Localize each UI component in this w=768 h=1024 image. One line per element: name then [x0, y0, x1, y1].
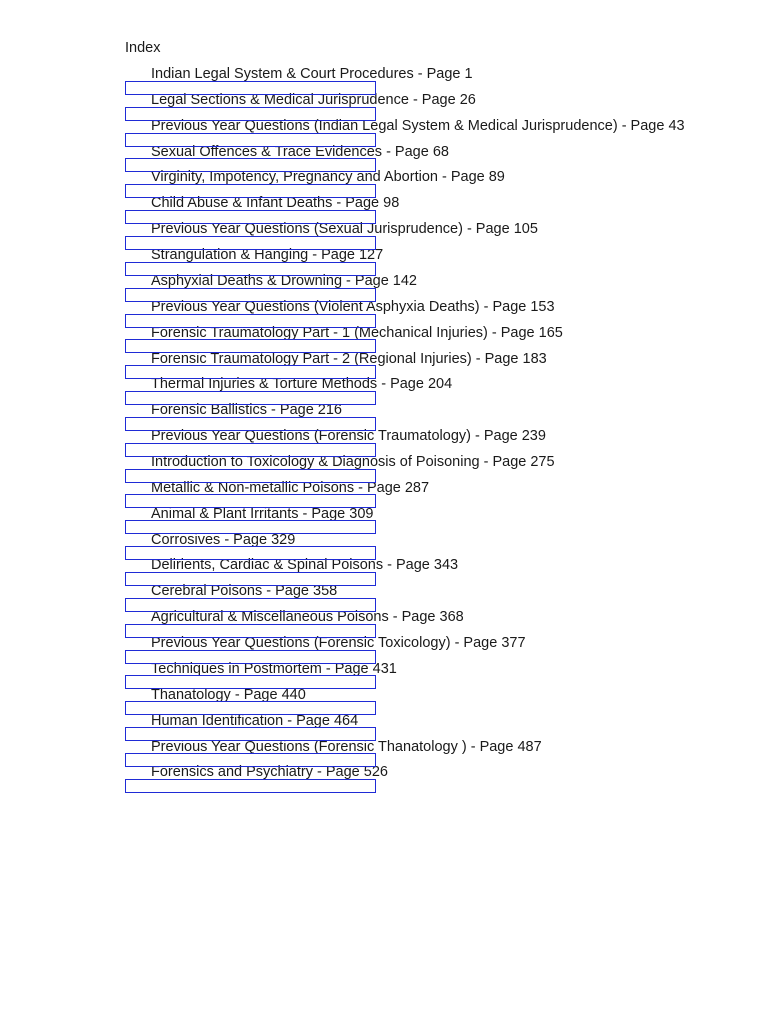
toc-entry-label: Forensic Traumatology Part - 1 (Mechanical Injuries) - Page 165	[151, 325, 563, 341]
link-annotation-box[interactable]	[125, 572, 376, 586]
link-annotation-box[interactable]	[125, 701, 376, 715]
toc-entry-label: Forensics and Psychiatry - Page 526	[151, 764, 388, 780]
link-annotation-box[interactable]	[125, 753, 376, 767]
link-annotation-box[interactable]	[125, 339, 376, 353]
toc-entry-label: Techniques in Postmortem - Page 431	[151, 661, 397, 677]
link-annotation-box[interactable]	[125, 675, 376, 689]
link-annotation-box[interactable]	[125, 236, 376, 250]
toc-entry-label: Thanatology - Page 440	[151, 687, 306, 703]
toc-entry-label: Corrosives - Page 329	[151, 532, 296, 548]
toc-entry-label: Human Identification - Page 464	[151, 713, 359, 729]
toc-entry-label: Virginity, Impotency, Pregnancy and Abortion - Page 89	[151, 169, 505, 185]
toc-entry-label: Agricultural & Miscellaneous Poisons - Page 368	[151, 609, 464, 625]
link-annotation-box[interactable]	[125, 624, 376, 638]
toc-entry-label: Forensic Ballistics - Page 216	[151, 402, 342, 418]
link-annotation-box[interactable]	[125, 107, 376, 121]
link-annotation-box[interactable]	[125, 314, 376, 328]
toc-entry-label: Child Abuse & Infant Deaths - Page 98	[151, 195, 400, 211]
link-annotation-box[interactable]	[125, 417, 376, 431]
toc-entry-label: Previous Year Questions (Forensic Traumatology) - Page 239	[151, 428, 546, 444]
toc-entry-label: Sexual Offences & Trace Evidences - Page 68	[151, 144, 449, 160]
link-annotation-box[interactable]	[125, 650, 376, 664]
toc-entry-label: Indian Legal System & Court Procedures - Page 1	[151, 66, 473, 82]
link-annotation-box[interactable]	[125, 727, 376, 741]
toc-entry-label: Introduction to Toxicology & Diagnosis of Poisoning - Page 275	[151, 454, 555, 470]
toc-entry-label: Strangulation & Hanging - Page 127	[151, 247, 384, 263]
link-annotation-box[interactable]	[125, 779, 376, 793]
link-annotation-box[interactable]	[125, 391, 376, 405]
toc-entry-label: Forensic Traumatology Part - 2 (Regional Injuries) - Page 183	[151, 351, 547, 367]
link-annotation-box[interactable]	[125, 443, 376, 457]
link-annotation-box[interactable]	[125, 365, 376, 379]
link-annotation-box[interactable]	[125, 469, 376, 483]
link-annotation-box[interactable]	[125, 81, 376, 95]
link-annotation-box[interactable]	[125, 546, 376, 560]
link-annotation-box[interactable]	[125, 210, 376, 224]
toc-entry-label: Legal Sections & Medical Jurisprudence - Page 26	[151, 92, 476, 108]
link-annotation-box[interactable]	[125, 520, 376, 534]
link-annotation-box[interactable]	[125, 184, 376, 198]
toc-entry-label: Animal & Plant Irritants - Page 309	[151, 506, 374, 522]
toc-entry-label: Cerebral Poisons - Page 358	[151, 583, 338, 599]
link-annotation-box[interactable]	[125, 598, 376, 612]
index-heading: Index	[125, 40, 161, 56]
link-annotation-box[interactable]	[125, 158, 376, 172]
link-annotation-box[interactable]	[125, 262, 376, 276]
link-annotation-box[interactable]	[125, 494, 376, 508]
toc-entry-label: Delirients, Cardiac & Spinal Poisons - Page 343	[151, 557, 459, 573]
toc-entry-label: Asphyxial Deaths & Drowning - Page 142	[151, 273, 417, 289]
toc-entry-label: Previous Year Questions (Indian Legal System & Medical Jurisprudence) - Page 43	[151, 118, 685, 134]
toc-entry-label: Previous Year Questions (Forensic Toxicology) - Page 377	[151, 635, 526, 651]
toc-entry-label: Previous Year Questions (Violent Asphyxia Deaths) - Page 153	[151, 299, 555, 315]
link-annotation-box[interactable]	[125, 133, 376, 147]
link-annotation-box[interactable]	[125, 288, 376, 302]
toc-entry-label: Metallic & Non-metallic Poisons - Page 287	[151, 480, 430, 496]
toc-entry-label: Previous Year Questions (Sexual Jurisprudence) - Page 105	[151, 221, 538, 237]
toc-entry-label: Previous Year Questions (Forensic Thanatology ) - Page 487	[151, 739, 542, 755]
toc-entry-label: Thermal Injuries & Torture Methods - Page 204	[151, 376, 453, 392]
